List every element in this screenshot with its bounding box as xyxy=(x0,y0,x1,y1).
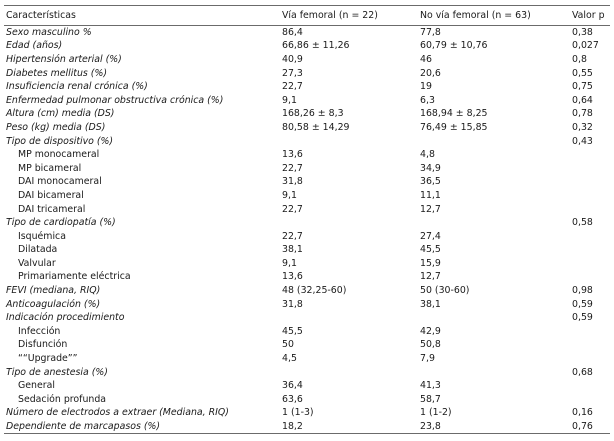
row-label: DAI monocameral xyxy=(18,176,102,188)
header-femoral: Vía femoral (n = 22) xyxy=(280,6,418,26)
cell-femoral: 22,7 xyxy=(282,162,303,174)
table-row xyxy=(4,257,610,271)
row-label: Hipertensión arterial (%) xyxy=(6,53,122,65)
row-label: Tipo de cardiopatía (%) xyxy=(6,217,116,229)
cell-p-value xyxy=(570,257,610,271)
cell-femoral: 18,2 xyxy=(280,420,418,434)
table-row xyxy=(4,216,610,230)
row-label: Diabetes mellitus (%) xyxy=(6,67,108,79)
cell-no-femoral: 34,9 xyxy=(420,162,441,174)
cell-femoral xyxy=(280,216,418,230)
cell-p-value: 0,8 xyxy=(572,53,587,65)
cell-no-femoral: 12,7 xyxy=(420,271,441,283)
characteristics-table xyxy=(4,5,610,434)
cell-p-value: 0,59 xyxy=(572,312,593,324)
cell-p-value xyxy=(570,189,610,203)
cell-femoral: 38,1 xyxy=(282,244,303,256)
table-row xyxy=(4,325,610,339)
table-row xyxy=(4,393,610,407)
cell-no-femoral: 23,8 xyxy=(418,420,570,434)
cell-no-femoral: 41,3 xyxy=(420,380,441,392)
characteristics-table-container xyxy=(4,5,610,434)
table-row xyxy=(4,270,610,284)
table-body xyxy=(4,26,610,434)
cell-p-value: 0,38 xyxy=(572,27,593,39)
cell-femoral: 22,7 xyxy=(282,81,303,93)
cell-no-femoral: 4,8 xyxy=(420,149,435,161)
cell-p-value: 0,58 xyxy=(572,217,593,229)
table-row xyxy=(4,80,610,94)
cell-no-femoral: 58,7 xyxy=(420,393,441,405)
table-row xyxy=(4,311,610,325)
table-row xyxy=(4,134,610,148)
cell-no-femoral xyxy=(418,216,570,230)
cell-femoral: 63,6 xyxy=(282,393,303,405)
cell-femoral: 31,8 xyxy=(282,298,303,310)
cell-p-value: 0,43 xyxy=(572,135,593,147)
cell-no-femoral: 42,9 xyxy=(420,325,441,337)
cell-femoral: 27,3 xyxy=(282,67,303,79)
cell-no-femoral: 77,8 xyxy=(420,27,441,39)
table-row xyxy=(4,297,610,311)
row-label: Insuficiencia renal crónica (%) xyxy=(6,81,148,93)
cell-femoral: 48 (32,25-60) xyxy=(282,285,347,297)
cell-p-value: 0,16 xyxy=(572,407,593,419)
row-label: Tipo de anestesia (%) xyxy=(6,366,108,378)
row-label: Peso (kg) media (DS) xyxy=(6,121,106,133)
row-label: Dependiente de marcapasos (%) xyxy=(4,420,280,434)
table-row xyxy=(4,93,610,107)
row-label: Isquémica xyxy=(18,230,66,242)
row-label: Infección xyxy=(18,325,61,337)
cell-femoral xyxy=(280,311,418,325)
cell-femoral: 50 xyxy=(282,339,294,351)
cell-no-femoral: 6,3 xyxy=(420,94,435,106)
row-label: MP monocameral xyxy=(18,149,100,161)
cell-femoral: 36,4 xyxy=(282,380,303,392)
cell-femoral: 9,1 xyxy=(282,257,297,269)
cell-no-femoral xyxy=(418,365,570,379)
row-label: Indicación procedimiento xyxy=(6,312,125,324)
row-label: DAI tricameral xyxy=(18,203,86,215)
cell-p-value xyxy=(570,202,610,216)
cell-p-value xyxy=(570,379,610,393)
cell-no-femoral: 11,1 xyxy=(420,189,441,201)
cell-no-femoral: 168,94 ± 8,25 xyxy=(420,108,488,120)
cell-p-value: 0,68 xyxy=(572,366,593,378)
cell-femoral: 168,26 ± 8,3 xyxy=(282,108,344,120)
cell-femoral xyxy=(280,134,418,148)
cell-no-femoral: 60,79 ± 10,76 xyxy=(420,40,488,52)
cell-p-value xyxy=(570,338,610,352)
cell-p-value: 0,027 xyxy=(572,40,599,52)
cell-p-value xyxy=(570,270,610,284)
row-label: Sexo masculino % xyxy=(6,27,92,39)
row-label: Edad (años) xyxy=(6,40,63,52)
cell-p-value xyxy=(570,148,610,162)
row-label: Dilatada xyxy=(18,244,58,256)
cell-no-femoral xyxy=(418,134,570,148)
row-label: FEVI (mediana, RIQ) xyxy=(6,285,101,297)
cell-femoral: 1 (1-3) xyxy=(282,407,314,419)
cell-no-femoral: 76,49 ± 15,85 xyxy=(420,121,488,133)
table-row xyxy=(4,148,610,162)
table-row xyxy=(4,229,610,243)
table-row xyxy=(4,66,610,80)
cell-no-femoral xyxy=(418,311,570,325)
cell-femoral xyxy=(280,365,418,379)
cell-no-femoral: 12,7 xyxy=(420,203,441,215)
table-row xyxy=(4,352,610,366)
header-p-value: Valor p xyxy=(570,6,610,26)
cell-femoral: 13,6 xyxy=(282,271,303,283)
row-label: Número de electrodos a extraer (Mediana, RIQ) xyxy=(6,407,229,419)
table-row xyxy=(4,379,610,393)
cell-no-femoral: 15,9 xyxy=(420,257,441,269)
table-row xyxy=(4,53,610,67)
table-row xyxy=(4,338,610,352)
row-label: ““Upgrade”” xyxy=(18,353,78,365)
cell-no-femoral: 19 xyxy=(420,81,432,93)
cell-p-value xyxy=(570,243,610,257)
row-label: Anticoagulación (%) xyxy=(6,298,101,310)
row-label: Primariamente eléctrica xyxy=(18,271,131,283)
cell-p-value xyxy=(570,229,610,243)
cell-no-femoral: 20,6 xyxy=(420,67,441,79)
table-row xyxy=(4,202,610,216)
header-row xyxy=(4,6,610,26)
table-row xyxy=(4,39,610,53)
cell-p-value: 0,75 xyxy=(572,81,593,93)
row-label: DAI bicameral xyxy=(18,189,84,201)
cell-femoral: 66,86 ± 11,26 xyxy=(282,40,350,52)
cell-p-value: 0,32 xyxy=(572,121,593,133)
row-label: MP bicameral xyxy=(18,162,82,174)
table-row xyxy=(4,189,610,203)
cell-femoral: 9,1 xyxy=(282,189,297,201)
cell-femoral: 22,7 xyxy=(282,203,303,215)
cell-femoral: 86,4 xyxy=(282,27,303,39)
row-label: Disfunción xyxy=(18,339,68,351)
cell-femoral: 45,5 xyxy=(282,325,303,337)
cell-femoral: 22,7 xyxy=(282,230,303,242)
cell-p-value: 0,64 xyxy=(572,94,593,106)
cell-femoral: 40,9 xyxy=(282,53,303,65)
cell-no-femoral: 7,9 xyxy=(420,353,435,365)
table-row xyxy=(4,284,610,298)
row-label: Sedación profunda xyxy=(18,393,107,405)
cell-no-femoral: 1 (1-2) xyxy=(420,407,452,419)
table-row xyxy=(4,243,610,257)
table-row xyxy=(4,420,610,434)
cell-p-value: 0,78 xyxy=(572,108,593,120)
cell-no-femoral: 27,4 xyxy=(420,230,441,242)
cell-femoral: 80,58 ± 14,29 xyxy=(282,121,350,133)
cell-no-femoral: 36,5 xyxy=(420,176,441,188)
table-row xyxy=(4,161,610,175)
row-label: Valvular xyxy=(18,257,56,269)
cell-no-femoral: 45,5 xyxy=(420,244,441,256)
cell-femoral: 31,8 xyxy=(282,176,303,188)
table-row xyxy=(4,26,610,40)
row-label: Altura (cm) media (DS) xyxy=(6,108,115,120)
table-row xyxy=(4,121,610,135)
cell-femoral: 4,5 xyxy=(282,353,297,365)
cell-p-value xyxy=(570,393,610,407)
cell-no-femoral: 50,8 xyxy=(420,339,441,351)
table-row xyxy=(4,175,610,189)
table-row xyxy=(4,406,610,420)
table-row xyxy=(4,107,610,121)
cell-p-value: 0,55 xyxy=(572,67,593,79)
cell-no-femoral: 38,1 xyxy=(420,298,441,310)
row-label: Tipo de dispositivo (%) xyxy=(6,135,114,147)
cell-p-value: 0,76 xyxy=(570,420,610,434)
cell-p-value xyxy=(570,352,610,366)
cell-p-value xyxy=(570,161,610,175)
header-no-femoral: No vía femoral (n = 63) xyxy=(418,6,570,26)
cell-femoral: 13,6 xyxy=(282,149,303,161)
cell-p-value: 0,59 xyxy=(572,298,593,310)
cell-p-value xyxy=(570,325,610,339)
cell-p-value: 0,98 xyxy=(572,285,593,297)
cell-femoral: 9,1 xyxy=(282,94,297,106)
cell-p-value xyxy=(570,175,610,189)
header-characteristics: Características xyxy=(4,6,280,26)
row-label: Enfermedad pulmonar obstructiva crónica (%) xyxy=(6,94,224,106)
table-header xyxy=(4,6,610,26)
row-label: General xyxy=(18,380,55,392)
table-row xyxy=(4,365,610,379)
cell-no-femoral: 50 (30-60) xyxy=(420,285,470,297)
cell-no-femoral: 46 xyxy=(420,53,432,65)
